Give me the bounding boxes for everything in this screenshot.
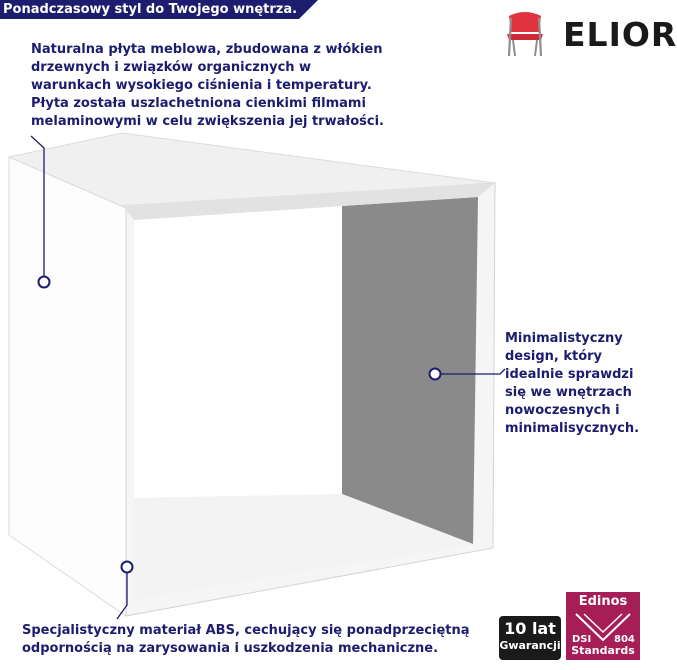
- feature-abs-text: Specjalistyczny materiał ABS, cechujący się ponadprzeciętną odpornością na zarysowania i uszkodzenia mechaniczne.: [22, 623, 470, 656]
- shelf-left-side: [9, 157, 126, 616]
- svg-text:804: 804: [614, 634, 635, 645]
- callout-dot-material: [39, 277, 50, 288]
- feature-material-text: Naturalna płyta meblowa, zbudowana z włókien drzewnych i związków organicznych w warunkach wysokiego ciśnienia i temperatury. Płyta została uszlachetniona cienkimi filmami melaminowymi w celu zwiększenia jej trwałości.: [31, 42, 384, 129]
- feature-design-text: Minimalistyczny design, który idealnie sprawdzi się we wnętrzach nowoczesnych i minimalisycznych.: [505, 331, 640, 436]
- svg-text:DSI: DSI: [572, 634, 592, 645]
- header-title: Ponadczasowy styl do Twojego wnętrza.: [3, 2, 298, 17]
- callout-dot-abs: [122, 562, 133, 573]
- edinos-standards-label: Standards: [571, 644, 635, 657]
- brand-name: ELIOR: [563, 15, 677, 54]
- callout-dot-design: [430, 369, 441, 380]
- warranty-years: 10 lat: [504, 619, 556, 638]
- warranty-badge: [499, 616, 561, 660]
- warranty-label: Gwarancji: [499, 639, 561, 652]
- edinos-name: Edinos: [578, 594, 628, 609]
- shelf-opening-back: [134, 206, 342, 498]
- edinos-badge: [566, 592, 640, 660]
- dsi-804-mark: [570, 612, 636, 644]
- shelf-inner-right-wall: [342, 197, 478, 544]
